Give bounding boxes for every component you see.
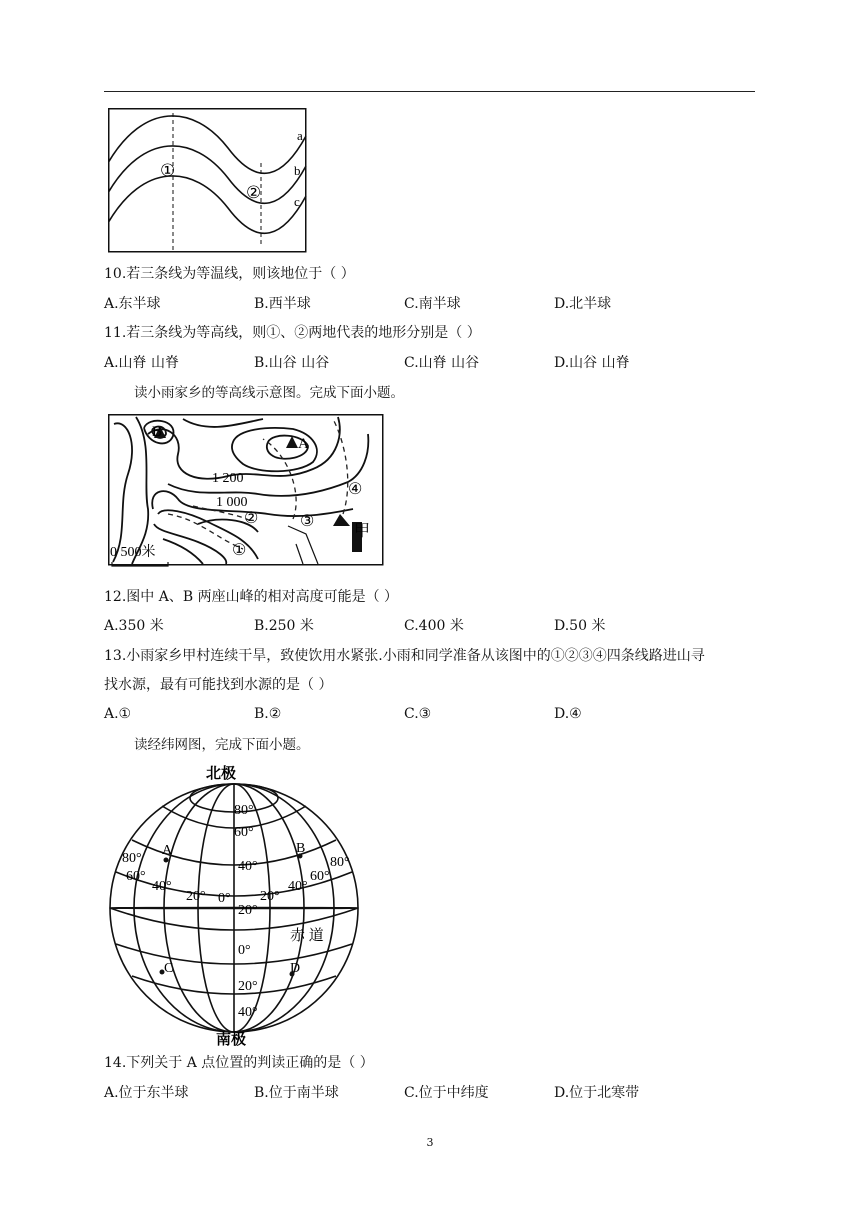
option-c[interactable]: C.③ xyxy=(404,706,432,722)
option-c[interactable]: C.山脊 山谷 xyxy=(404,355,480,371)
isoline-figure-1 xyxy=(108,108,308,254)
lon-w60-label: 60° xyxy=(126,869,146,884)
line-c-label: c xyxy=(294,194,300,209)
lon-e40-label: 40° xyxy=(288,879,308,894)
question-13-stem-line2: 找水源，最有可能找到水源的是（ ） xyxy=(104,677,333,693)
contour-1200-label: 1 200 xyxy=(212,471,244,486)
graticule-globe-figure xyxy=(104,762,366,1048)
option-d[interactable]: D.50 米 xyxy=(554,618,606,634)
route-1-label: ① xyxy=(232,542,247,559)
peak-b-label: B xyxy=(152,424,163,440)
point-b-label: B xyxy=(296,841,306,856)
option-a[interactable]: A.东半球 xyxy=(104,296,161,312)
lat-0-label: 0° xyxy=(238,943,251,958)
lat-20s-label: 20° xyxy=(238,979,258,994)
lat-40s-label: 40° xyxy=(238,1005,258,1020)
line-a-label: a xyxy=(297,128,303,143)
option-d[interactable]: D.北半球 xyxy=(554,296,612,312)
peak-a-label: A xyxy=(298,436,309,452)
point-a-label: A xyxy=(162,843,173,858)
question-11-stem: 11.若三条线为等高线，则①、②两地代表的地形分别是（ ） xyxy=(104,325,481,341)
north-pole-label: 北极 xyxy=(206,766,237,782)
point-1-label: ① xyxy=(160,161,176,180)
option-b[interactable]: B.250 米 xyxy=(254,618,314,634)
lat-40-label: 40° xyxy=(238,859,258,874)
option-c[interactable]: C.南半球 xyxy=(404,296,461,312)
village-label: 甲 xyxy=(354,523,371,540)
contour-1000-label: 1 000 xyxy=(216,495,248,510)
option-a[interactable]: A.位于东半球 xyxy=(104,1085,189,1101)
header-rule xyxy=(104,91,755,92)
option-a[interactable]: A.山脊 山脊 xyxy=(104,355,180,371)
question-11-options xyxy=(104,353,704,373)
equator-label: 赤 道 xyxy=(290,928,324,944)
option-c[interactable]: C.400 米 xyxy=(404,618,464,634)
question-14-options xyxy=(104,1083,704,1103)
option-b[interactable]: B.位于南半球 xyxy=(254,1085,339,1101)
lat-20-label: 20° xyxy=(238,903,258,918)
lon-e20-label: 20° xyxy=(260,889,280,904)
question-13-stem-line1: 13.小雨家乡甲村连续干旱，致使饮用水紧张.小雨和同学准备从该图中的①②③④四条线路进山寻 xyxy=(104,648,705,664)
intro-graticule: 读经纬网图，完成下面小题。 xyxy=(134,737,310,753)
lon-w40-label: 40° xyxy=(152,879,172,894)
route-3-label: ③ xyxy=(300,513,315,530)
contour-map-figure xyxy=(108,414,384,576)
route-4-label: ④ xyxy=(348,481,363,498)
option-a[interactable]: A.350 米 xyxy=(104,618,164,634)
lon-0-label: 0° xyxy=(218,891,231,906)
question-10-options xyxy=(104,294,704,314)
scale-label: 0 500米 xyxy=(110,545,156,560)
point-2-label: ② xyxy=(246,183,262,202)
lon-e80-label: 80° xyxy=(330,855,350,870)
option-b[interactable]: B.② xyxy=(254,706,282,722)
option-d[interactable]: D.④ xyxy=(554,706,582,722)
south-pole-label: 南极 xyxy=(216,1032,247,1048)
lon-w80-label: 80° xyxy=(122,851,142,866)
option-b[interactable]: B.西半球 xyxy=(254,296,311,312)
point-d-label: D xyxy=(290,961,301,976)
intro-contour-map: 读小雨家乡的等高线示意图。完成下面小题。 xyxy=(134,385,404,401)
line-b-label: b xyxy=(294,163,301,178)
option-c[interactable]: C.位于中纬度 xyxy=(404,1085,489,1101)
option-a[interactable]: A.① xyxy=(104,706,132,722)
option-b[interactable]: B.山谷 山谷 xyxy=(254,355,330,371)
option-d[interactable]: D.山谷 山脊 xyxy=(554,355,630,371)
question-14-stem: 14.下列关于 A 点位置的判读正确的是（ ） xyxy=(104,1055,374,1071)
page-number: 3 xyxy=(426,1136,434,1149)
option-d[interactable]: D.位于北寒带 xyxy=(554,1085,640,1101)
lon-e60-label: 60° xyxy=(310,869,330,884)
question-10-stem: 10.若三条线为等温线，则该地位于（ ） xyxy=(104,266,355,282)
point-c-label: C xyxy=(164,961,174,976)
lon-w20-label: 20° xyxy=(186,889,206,904)
route-2-label: ② xyxy=(244,510,259,527)
question-13-options xyxy=(104,704,704,724)
lat-80-label: 80° xyxy=(234,803,254,818)
question-12-stem: 12.图中 A、B 两座山峰的相对高度可能是（ ） xyxy=(104,589,399,605)
question-12-options xyxy=(104,616,704,636)
lat-60-label: 60° xyxy=(234,825,254,840)
